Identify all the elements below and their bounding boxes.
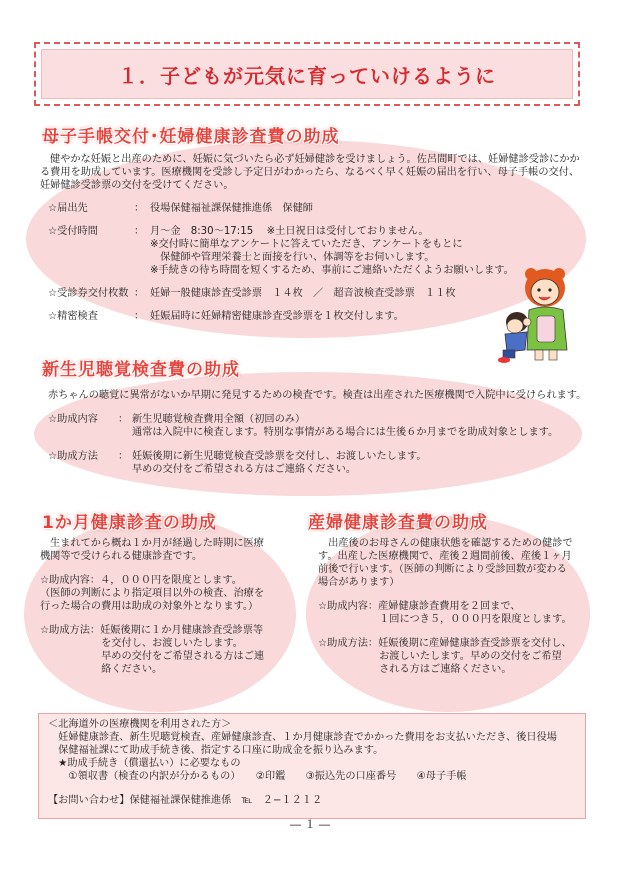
s1-colon: ：: [134, 288, 145, 299]
s4-line-1: 出産後のお母さんの健康状態を確認するための健診で: [318, 538, 573, 549]
s4-line-2: す。出産した医療機関で、産後２週間前後、産後１ヶ月: [318, 551, 572, 562]
s3-line-6: 行った場合の費用は助成の対象外となります。）: [40, 601, 259, 612]
section2-intro: 赤ちゃんの聴覚に異常がないか早期に発見するための検査です。検査は出産された医療機関で入院中に受けられます。: [48, 390, 587, 401]
s3-line-5: （医師の判断により指定項目以外の検査、治療を: [40, 588, 265, 599]
title-inner: [41, 49, 573, 99]
s1-colon: ：: [134, 203, 145, 214]
s3-line-8: ☆助成方法：妊娠後期に１か月健康診査受診票等: [40, 625, 264, 636]
notice-line-3: 保健福祉課にて助成手続き後、指定する口座に助成金を振り込みます。: [48, 745, 384, 756]
s1-value-uketsuke-4: ※手続きの待ち時間を短くするため、事前にご連絡いただくようお願いします。: [150, 265, 514, 276]
s2-label-houhou: ☆助成方法: [48, 451, 98, 462]
notice-contact: 【お問い合わせ】保健福祉課保健推進係 ℡ ２−１２１２: [48, 795, 323, 806]
s1-colon: ：: [134, 311, 145, 322]
s4-line-6: ☆助成内容：産婦健康診査費用を２回まで、: [318, 601, 521, 612]
s4-line-11: される方はご連絡ください。: [318, 664, 512, 675]
notice-line-5: ①領収書（検査の内訳が分かるもの） ②印鑑 ③振込先の口座番号 ④母子手帳: [48, 771, 467, 782]
s2-value-houhou-1: 妊娠後期に新生児聴覚検査受診票を交付し、お渡しいたします。: [132, 451, 427, 462]
notice-line-4: ★助成手続き（償還払い）に必要なもの: [48, 758, 241, 769]
s3-line-4: ☆助成内容：４，０００円を限度とします。: [40, 575, 242, 586]
s1-value-jushinken: 妊婦一般健康診査受診票 １４枚 ／ 超音波検査受診票 １１枚: [150, 288, 456, 299]
section1-intro-2: る費用を助成しています。医療機関を受診し予定日がわかったら、なるべく早く妊娠の届出を行い、母子手帳の交付、: [40, 167, 580, 178]
s4-line-4: 場合があります）: [318, 577, 400, 588]
s1-label-uketsuke: ☆受付時間: [48, 226, 98, 237]
s1-value-seimitsu: 妊娠届時に妊婦精密健康診査受診票を１枚交付します。: [150, 311, 404, 322]
s1-value-todokede: 役場保健福祉課保健推進係 保健師: [150, 203, 313, 214]
section3-heading: 1か月健康診査の助成: [42, 513, 217, 533]
s4-line-10: お渡しいたします。早めの交付をご希望: [318, 651, 562, 662]
s1-colon: ：: [134, 226, 145, 237]
mother-child-illustration: [493, 264, 583, 364]
s1-value-uketsuke-3: 保健師や管理栄養士と面接を行い、体調等をお伺いします。: [150, 252, 435, 263]
s3-line-11: 絡ください。: [40, 664, 163, 675]
s1-label-jushinken: ☆受診券交付枚数: [48, 288, 129, 299]
section1-heading: 母子手帳交付･妊婦健康診査費の助成: [42, 127, 340, 147]
s2-label-naiyou: ☆助成内容: [48, 414, 98, 425]
notice-line-1: ＜北海道外の医療機関を利用された方＞: [48, 719, 232, 730]
section1-intro-3: 妊婦健診受診票の交付を受けてください。: [40, 180, 234, 191]
s1-label-todokede: ☆届出先: [48, 203, 88, 214]
s3-line-1: 生まれてから概ね１か月が経過した時期に医療: [50, 538, 264, 549]
s2-value-houhou-2: 早めの交付をご希望される方はご連絡ください。: [132, 464, 357, 475]
s1-value-uketsuke-1: 月～金 8:30～17:15 ※土日祝日は受付しておりません。: [150, 226, 429, 237]
s2-colon: ：: [118, 414, 129, 425]
s1-label-seimitsu: ☆精密検査: [48, 311, 98, 322]
s2-colon: ：: [118, 451, 129, 462]
s1-value-uketsuke-2: ※交付時に簡単なアンケートに答えていただき、アンケートをもとに: [150, 239, 463, 250]
s4-line-7: １回につき５，０００円を限度とします。: [318, 614, 572, 625]
s2-value-naiyou-1: 新生児聴覚検査費用全額（初回のみ）: [132, 414, 306, 425]
s4-line-3: 前後で行います。（医師の判断により受診回数が変わる: [318, 564, 567, 575]
s2-value-naiyou-2: 通常は入院中に検査します。特別な事情がある場合には生後６か月までを助成対象とします。: [132, 427, 559, 438]
s3-line-9: を交付し、お渡しいたします。: [40, 638, 243, 649]
s3-line-10: 早めの交付をご希望される方はご連: [40, 651, 265, 662]
section2-heading: 新生児聴覚検査費の助成: [42, 360, 240, 380]
notice-line-2: 妊婦健康診査、新生児聴覚検査、産婦健康診査、１か月健康診査でかかった費用をお支払いただき、後日役場: [48, 732, 557, 743]
s4-line-9: ☆助成方法：妊娠後期に産婦健康診査受診票を交付し、: [318, 638, 572, 649]
page-title: １．子どもが元気に育っていけるように: [118, 63, 496, 88]
title-box: [34, 42, 580, 106]
s3-line-2: 機関等で受けられる健康診査です。: [40, 551, 203, 562]
section1-intro-1: 健やかな妊娠と出産のために、妊娠に気づいたら必ず妊婦健診を受けましょう。佐呂間町では、妊婦健診受診にかか: [50, 154, 580, 165]
page-number: ― １ ―: [290, 818, 330, 831]
section4-heading: 産婦健康診査費の助成: [308, 513, 488, 533]
